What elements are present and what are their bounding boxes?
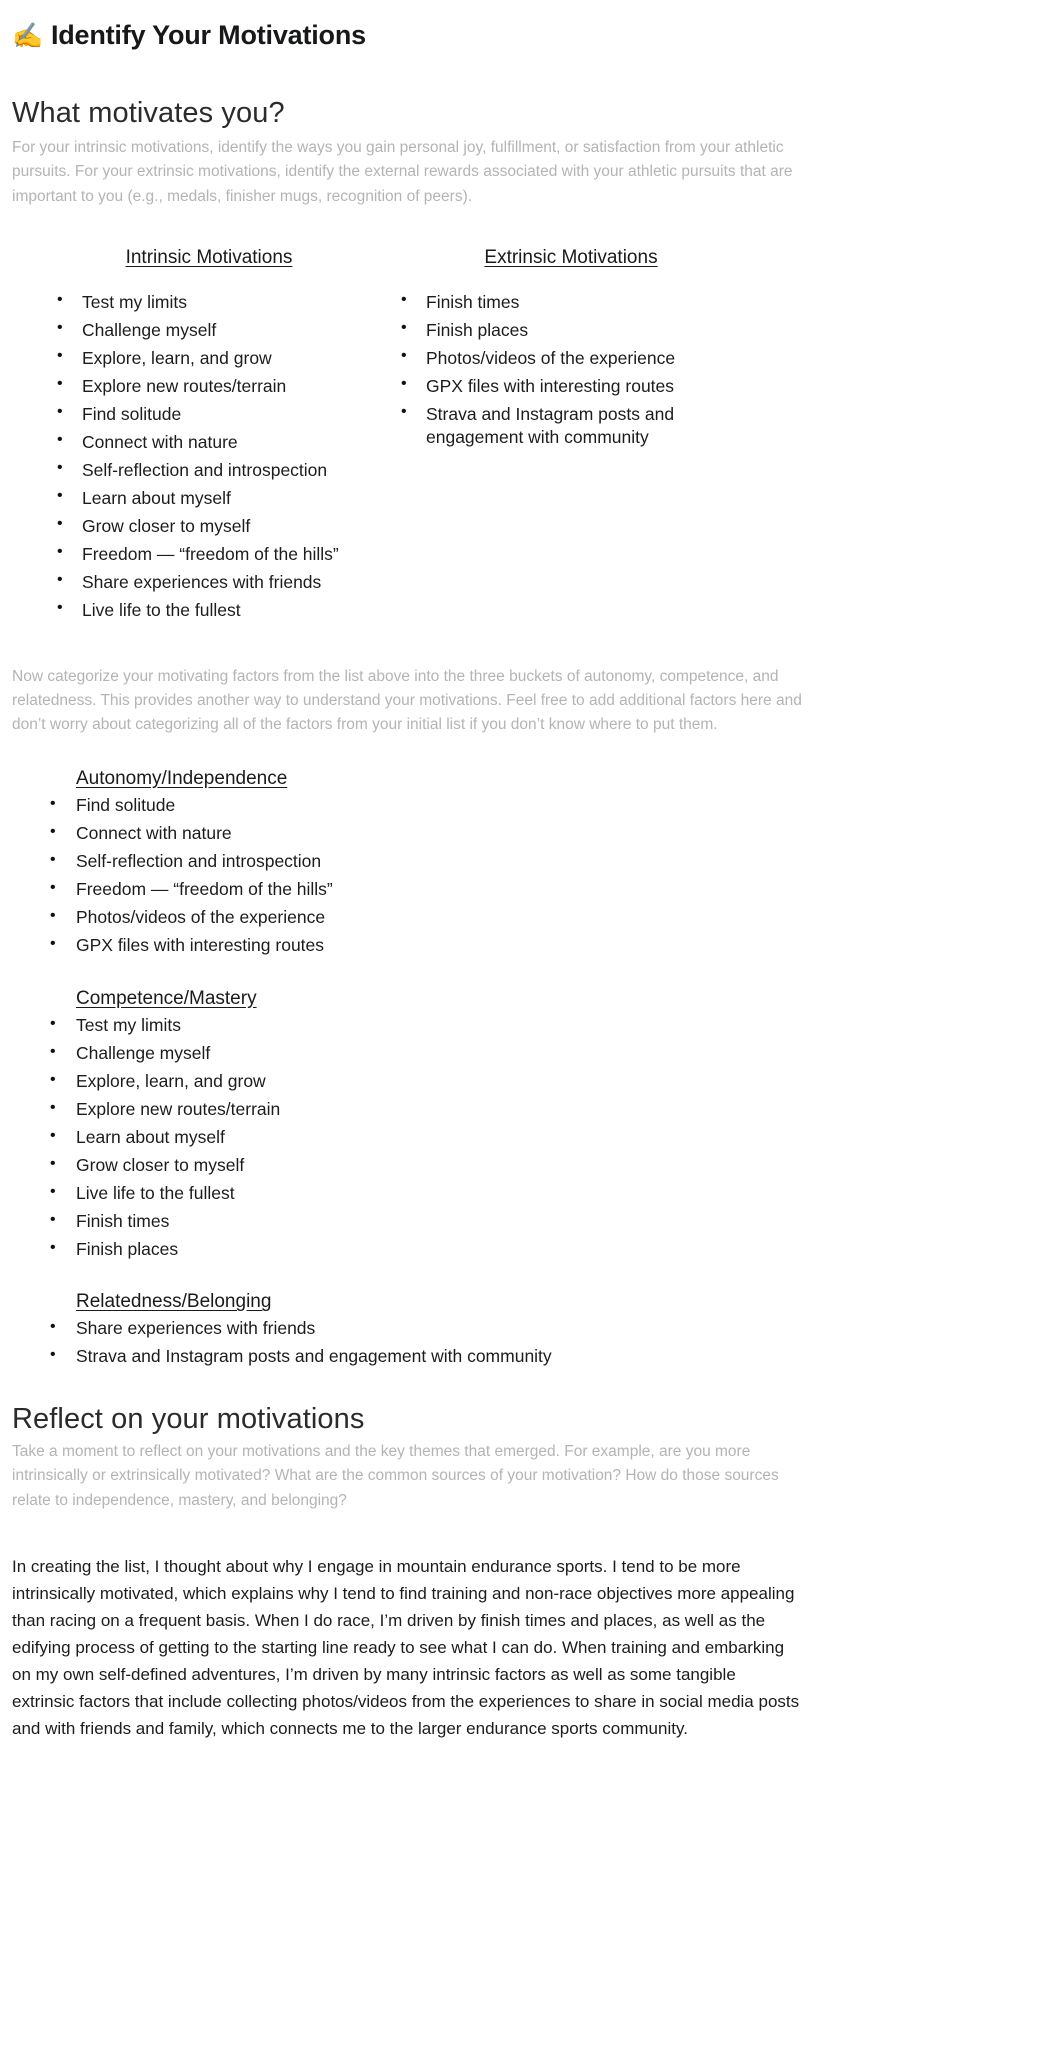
bucket-competence-list: [10, 1014, 1041, 1262]
document-page: [0, 12, 1051, 1762]
list-item: • Explore, learn, and grow: [10, 1070, 1041, 1093]
list-item: • Live life to the fullest: [10, 1182, 1041, 1205]
reflection-response-text: In creating the list, I thought about why I engage in mountain endurance sports. I tend to be more intrinsically motivated, which explains why I tend to find training and non-race objectives more appealing than racing on a frequent basis. When I do race, I’m driven by finish times and places, as well as the edifying process of getting to the starting line ready to see what I can do. When training and embarking on my own self-defined adventures, I’m driven by many intrinsic factors as well as some tangible extrinsic factors that include collecting photos/videos from the experiences to share in social media posts and with friends and family, which connects me to the larger endurance sports community.: [12, 1557, 800, 1739]
bucket-autonomy-independence: [10, 768, 1041, 958]
intrinsic-motivations-column: [10, 247, 370, 626]
section-heading-reflect: Reflect on your motivations: [12, 1402, 365, 1435]
extrinsic-motivations-list: [392, 291, 750, 449]
bucket-competence-mastery: [10, 988, 1041, 1262]
instruction-reflect: Take a moment to reflect on your motivations and the key themes that emerged. For example, are you more intrinsically or extrinsically motivated? What are the common sources of your motivation? How do those sources relate to independence, mastery, and belonging?: [12, 1442, 779, 1509]
list-item: • Challenge myself: [48, 319, 370, 342]
list-item: • Freedom — “freedom of the hills”: [48, 543, 370, 566]
list-item: • GPX files with interesting routes: [10, 934, 1041, 957]
intrinsic-motivations-header: [48, 247, 370, 269]
list-item: • Share experiences with friends: [48, 571, 370, 594]
list-item: • Finish places: [392, 319, 750, 342]
list-item: • Learn about myself: [10, 1126, 1041, 1149]
bucket-autonomy-header: [76, 768, 1041, 790]
list-item: • Photos/videos of the experience: [10, 906, 1041, 929]
list-item: • Explore, learn, and grow: [48, 347, 370, 370]
section-heading-what-motivates-you: What motivates you?: [12, 97, 285, 129]
bucket-competence-header: [76, 988, 1041, 1010]
list-item: • Find solitude: [48, 403, 370, 426]
writing-hand-icon: ✍️: [12, 22, 43, 50]
list-item: • Connect with nature: [48, 431, 370, 454]
bucket-autonomy-header-text: Autonomy/Independence: [76, 767, 288, 789]
list-item: • Explore new routes/terrain: [48, 375, 370, 398]
list-item: • Connect with nature: [10, 822, 1041, 845]
list-item: • Grow closer to myself: [48, 515, 370, 538]
list-item: • Freedom — “freedom of the hills”: [10, 878, 1041, 901]
extrinsic-motivations-header: [392, 247, 750, 269]
list-item: • Test my limits: [48, 291, 370, 314]
list-item: • Share experiences with friends: [10, 1317, 1041, 1340]
bucket-relatedness-belonging: [10, 1291, 1041, 1368]
list-item: • Explore new routes/terrain: [10, 1098, 1041, 1121]
bucket-relatedness-list: [10, 1317, 1041, 1368]
list-item: • Find solitude: [10, 794, 1041, 817]
page-title-text: Identify Your Motivations: [50, 20, 366, 50]
bucket-competence-header-text: Competence/Mastery: [76, 987, 257, 1009]
list-item: • Learn about myself: [48, 487, 370, 510]
list-item: • Finish places: [10, 1238, 1041, 1261]
list-item: • Self-reflection and introspection: [48, 459, 370, 482]
list-item: • Live life to the fullest: [48, 599, 370, 622]
list-item: • Photos/videos of the experience: [392, 347, 750, 370]
list-item: • Strava and Instagram posts and engagement with community: [10, 1345, 1041, 1368]
list-item: • Grow closer to myself: [10, 1154, 1041, 1177]
page-title: [12, 12, 1041, 51]
instruction-what-motivates-you: For your intrinsic motivations, identify the ways you gain personal joy, fulfillment, or satisfaction from your athletic pursuits. For your extrinsic motivations, identify the external rewards associated with your athletic pursuits that are important to you (e.g., medals, finisher mugs, recognition of peers).: [12, 139, 793, 205]
list-item: • Self-reflection and introspection: [10, 850, 1041, 873]
list-item: • Finish times: [392, 291, 750, 314]
bucket-relatedness-header: [76, 1291, 1041, 1313]
extrinsic-motivations-header-text: Extrinsic Motivations: [484, 247, 658, 269]
motivations-two-column-block: [10, 247, 1041, 626]
list-item: • Finish times: [10, 1210, 1041, 1233]
extrinsic-motivations-column: [370, 247, 750, 626]
section-spacer: [10, 627, 1041, 661]
list-item: • Strava and Instagram posts and engagement with community: [392, 403, 750, 449]
intrinsic-motivations-list: [48, 291, 370, 621]
bucket-autonomy-list: [10, 794, 1041, 958]
list-item: • GPX files with interesting routes: [392, 375, 750, 398]
intrinsic-motivations-header-text: Intrinsic Motivations: [125, 247, 293, 269]
list-item: • Challenge myself: [10, 1042, 1041, 1065]
bucket-relatedness-header-text: Relatedness/Belonging: [76, 1291, 272, 1313]
instruction-categorize: Now categorize your motivating factors from the list above into the three buckets of autonomy, competence, and relatedness. This provides another way to understand your motivations. Feel free to add additional factors here and don’t worry about categorizing all of the factors from your initial list if you don’t know where to put them.: [12, 667, 802, 734]
list-item: • Test my limits: [10, 1014, 1041, 1037]
